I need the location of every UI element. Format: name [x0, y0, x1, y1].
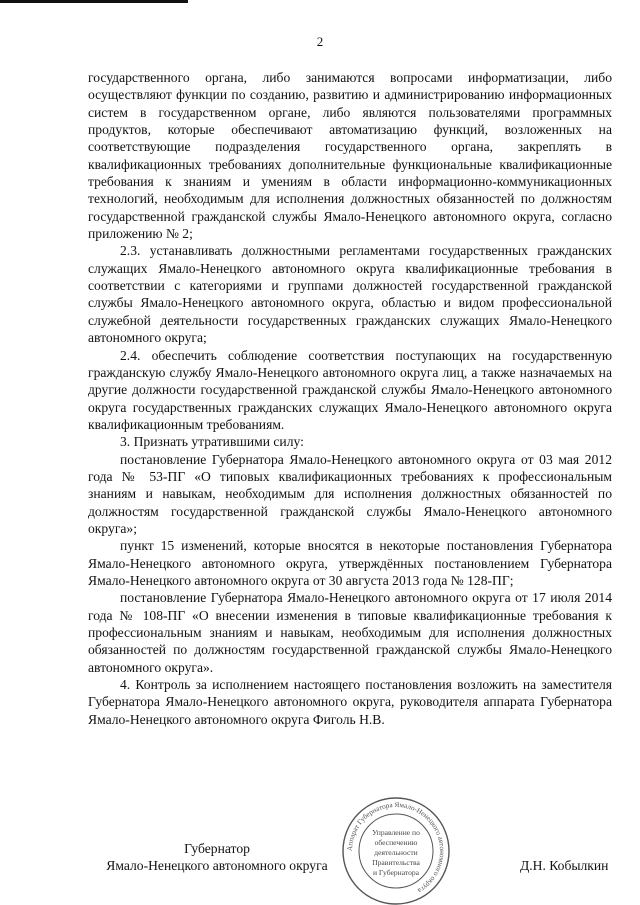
document-body — [88, 69, 612, 728]
paragraph-continuation: государственного органа, либо занимаются вопросами информатизации, либо осуществляют функции по созданию, развитию и администрированию информационных систем в государственном органе, либо являются пользователями программных продуктов, которые обеспечивают автоматизацию функций, возложенных на соответствующие подразделения государственного органа, закреплять в квалификационных требованиях дополнительные функциональные квалификационные требования к знаниям и умениям в области информационно-коммуникационных технологий, необходимым для исполнения должностных обязанностей по должностям государственной гражданской службы Ямало-Ненецкого автономного округа, согласно приложению № 2; — [88, 70, 612, 242]
signature-title-line-1: Губернатор — [184, 841, 250, 856]
signature-title-line-2: Ямало-Ненецкого автономного округа — [106, 858, 328, 873]
paragraph-2-3: 2.3. устанавливать должностными регламентами государственных гражданских служащих Ямало-Ненецкого автономного округа квалификационные требования в соответствии с категориями и группами должностей государственной гражданской службы Ямало-Ненецкого автономного округа, областью и видом профессиональной служебной деятельности государственных гражданских служащих Ямало-Ненецкого автономного округа; — [88, 243, 612, 346]
stamp-line-4: Правительства — [372, 858, 420, 867]
header-rule — [0, 0, 188, 3]
stamp-line-3: деятельности — [374, 848, 418, 857]
signatory-name: Д.Н. Кобылкин — [520, 858, 609, 873]
paragraph-3-item-2: пункт 15 изменений, которые вносятся в некоторые постановления Губернатора Ямало-Ненецкого автономного округа, утверждённых постановлением Губернатора Ямало-Ненецкого автономного округа от 30 августа 2013 года № 128-ПГ; — [88, 538, 612, 588]
signature-title — [92, 840, 342, 874]
paragraph-3: 3. Признать утратившими силу: — [120, 434, 304, 450]
paragraph-3-item-1: постановление Губернатора Ямало-Ненецкого автономного округа от 03 мая 2012 года № 53-ПГ «О типовых квалификационных требованиях к профессиональным знаниям и навыкам, необходимым для исполнения должностных обязанностей по должностям государственной гражданской службы Ямало-Ненецкого автономного округа»; — [88, 451, 612, 536]
paragraph-3-item-3: постановление Губернатора Ямало-Ненецкого автономного округа от 17 июля 2014 года № 108-ПГ «О внесении изменения в типовые квалификационные требования к профессиональным знаниям и навыкам, необходимым для исполнения должностных обязанностей по должностям государственной гражданской службы Ямало-Ненецкого автономного округа». — [88, 590, 612, 675]
stamp-line-2: обеспечению — [374, 838, 418, 847]
stamp-ring-text: Аппарат Губернатора Ямало-Ненецкого автономного округа — [345, 800, 447, 895]
stamp-line-5: и Губернатора — [372, 868, 420, 877]
paragraph-4: 4. Контроль за исполнением настоящего постановления возложить на заместителя Губернатора Ямало-Ненецкого автономного округа, руководителя аппарата Губернатора Ямало-Ненецкого автономного округа Фиголь Н.В. — [88, 677, 612, 727]
stamp-line-1: Управление по — [372, 828, 420, 837]
paragraph-2-4: 2.4. обеспечить соблюдение соответствия поступающих на государственную гражданскую службу Ямало-Ненецкого автономного округа лиц, а также назначаемых на другие должности государственной гражданской службы Ямало-Ненецкого автономного округа государственных гражданских служащих Ямало-Ненецкого автономного округа квалификационным требованиям. — [88, 347, 612, 432]
official-stamp — [340, 795, 452, 905]
page-number: 2 — [316, 34, 324, 49]
